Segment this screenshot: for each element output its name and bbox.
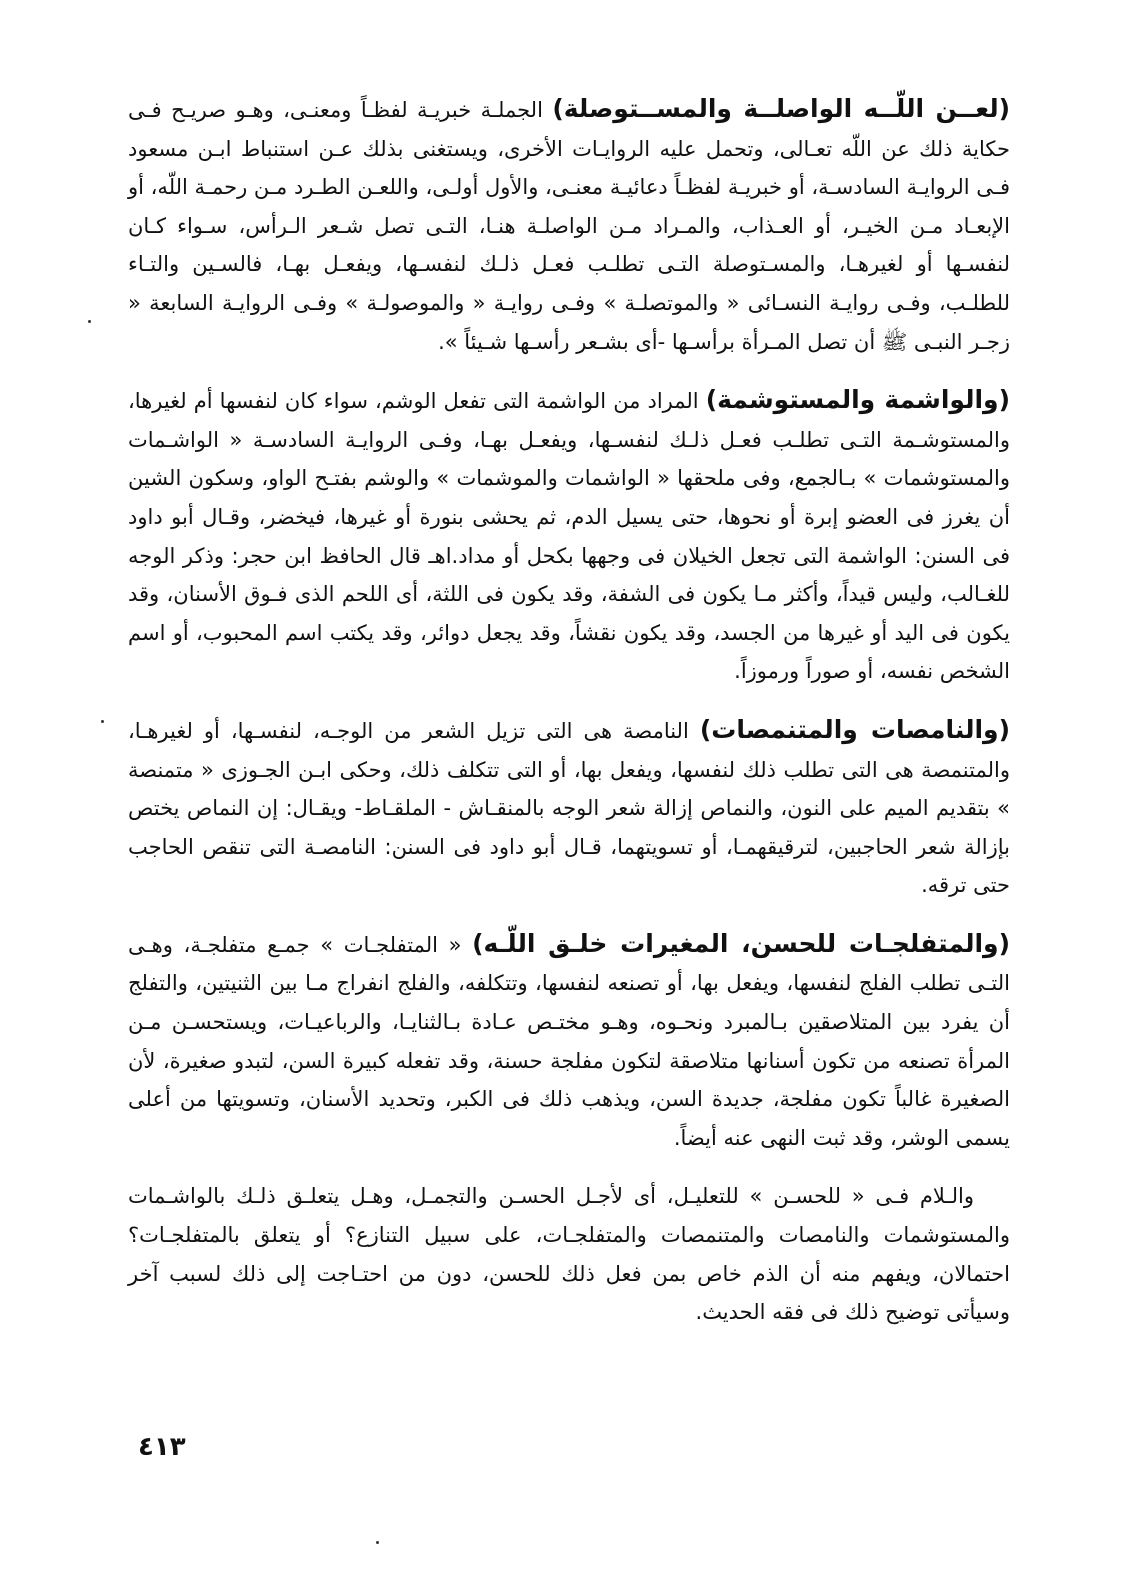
page-number: ٤١٣ [138, 1432, 186, 1462]
paragraph-namisa [128, 711, 1010, 905]
paragraph-text: والـلام فـى « للحسـن » للتعليـل، أى لأجـل الحسـن والتجمـل، وهـل يتعلـق ذلـك بالواشـمات والمستوشمات والنامصات والمتنمصات والمتفلجـات، على سبيل التنازع؟ أو يتعلق بالمتفلجـات؟ احتمالان، ويفهم منه أن الذم خاص بمن فعل ذلك للحسن، دون من احتـاجت إلى ذلك لسبب آخر وسيأتى توضيح ذلك فى فقه الحديث. [128, 1184, 1010, 1325]
scan-speck [88, 320, 91, 323]
heading-term: (والنامصات والمتنمصات) [699, 714, 1010, 744]
paragraph-washima [128, 381, 1010, 691]
heading-term: (لعــن اللّــه الواصلــة والمســتوصلة) [552, 94, 1011, 123]
scan-speck [101, 720, 104, 723]
paragraph-wasila [128, 90, 1010, 361]
scan-speck [376, 1541, 379, 1544]
heading-term: (والمتفلجـات للحسن، المغيرات خلـق اللّـه) [472, 928, 1010, 958]
paragraph-text: « المتفلجـات » جمـع متفلجـة، وهـى التـى تطلب الفلج لنفسها، ويفعل بها، أو تصنعه لنفسها، وتتكلفه، والفلج انفراج مـا بين الثنيتين، والتفلج أن يفرد بين المتلاصقين بـالمبرد ونحـوه، وهـو مختـص عـادة بـالثنايـا، والرباعيـات، ويستحسـن مـن المرأة تصنعه من تكون أسنانها متلاصقة لتكون مفلجة حسنة، وقد تفعله كبيرة السن، لتبدو صغيرة، لأن الصغيرة غالباً تكون مفلجة، جديدة السن، ويذهب ذلك فى الكبر، وتحديد الأسنان، وتسويتها من أعلى يسمى الوشر، وقد ثبت النهى عنه أيضاً. [128, 932, 1010, 1150]
paragraph-text: المراد من الواشمة التى تفعل الوشم، سواء كان لنفسها أم لغيرها، والمستوشـمة التـى تطلـب فعـل ذلـك لنفسـها، ويفعـل بهـا، وفـى الروايـة السادسـة « الواشـمات والمستوشمات » بـالجمع، وفى ملحقها « الواشمات والموشمات » والوشم بفتـح الواو، وسكون الشين أن يغرز فى العضو إبرة أو نحوها، حتى يسيل الدم، ثم يحشى بنورة أو غيرها، فيخضر، وقـال أبو داود فى السنن: الواشمة التى تجعل الخيلان فى وجهها بكحل أو مداد.اهـ قال الحافظ ابن حجر: وذكر الوجه للغـالب، وليس قيداً، وأكثر مـا يكون فى الشفة، وقد يكون فى اللثة، أى اللحم الذى فـوق الأسنان، وقد يكون فى اليد أو غيرها من الجسد، وقد يكون نقشاً، وقد يجعل دوائر، وقد يكتب اسم المحبوب، أو اسم الشخص نفسه، أو صوراً ورموزاً. [128, 389, 1010, 684]
paragraph-mutafallija [128, 925, 1010, 1158]
paragraph-lam-lilhusn [128, 1177, 1010, 1331]
body-text [128, 90, 1010, 1352]
paragraph-text: الجملـة خبريـة لفظـاً ومعنـى، وهـو صريـح فـى حكاية ذلك عن اللّه تعـالى، وتحمل عليه الروايـات الأخرى، ويستغنى بذلك عـن استنباط ابـن مسعود فـى الروايـة السادسـة، أو خبريـة لفظـاً دعائيـة معنـى، والأول أولـى، واللعـن الطـرد مـن رحمـة اللّه، أو الإبعـاد مـن الخيـر، أو العـذاب، والمـراد مـن الواصلـة هنـا، التـى تصل شـعر الـرأس، سـواء كـان لنفسـها أو لغيرهـا، والمسـتوصلة التـى تطلـب فعـل ذلـك لنفسـها، ويفعـل بهـا، فالسـين والتـاء للطلـب، وفـى روايـة النسـائى « والموتصلـة » وفـى روايـة « والموصولـة » وفـى الروايـة السابعة « زجـر النبـى ﷺ أن تصل المـرأة برأسـها -أى بشـعر رأسـها شـيئاً ». [128, 98, 1010, 354]
paragraph-text: النامصة هى التى تزيل الشعر من الوجـه، لنفسـها، أو لغيرهـا، والمتنمصة هى التى تطلب ذلك لنفسها، ويفعل بها، أو التى تتكلف ذلك، وحكى ابـن الجـوزى « متمنصة » بتقديم الميم على النون، والنماص إزالة شعر الوجه بالمنقـاش - الملقـاط- ويقـال: إن النماص يختص بإزالة شعر الحاجبين، لترقيقهمـا، أو تسويتهما، قـال أبو داود فى السنن: النامصـة التى تنقص الحاجب حتى ترقه. [128, 718, 1010, 898]
heading-term: (والواشمة والمستوشمة) [705, 385, 1010, 415]
